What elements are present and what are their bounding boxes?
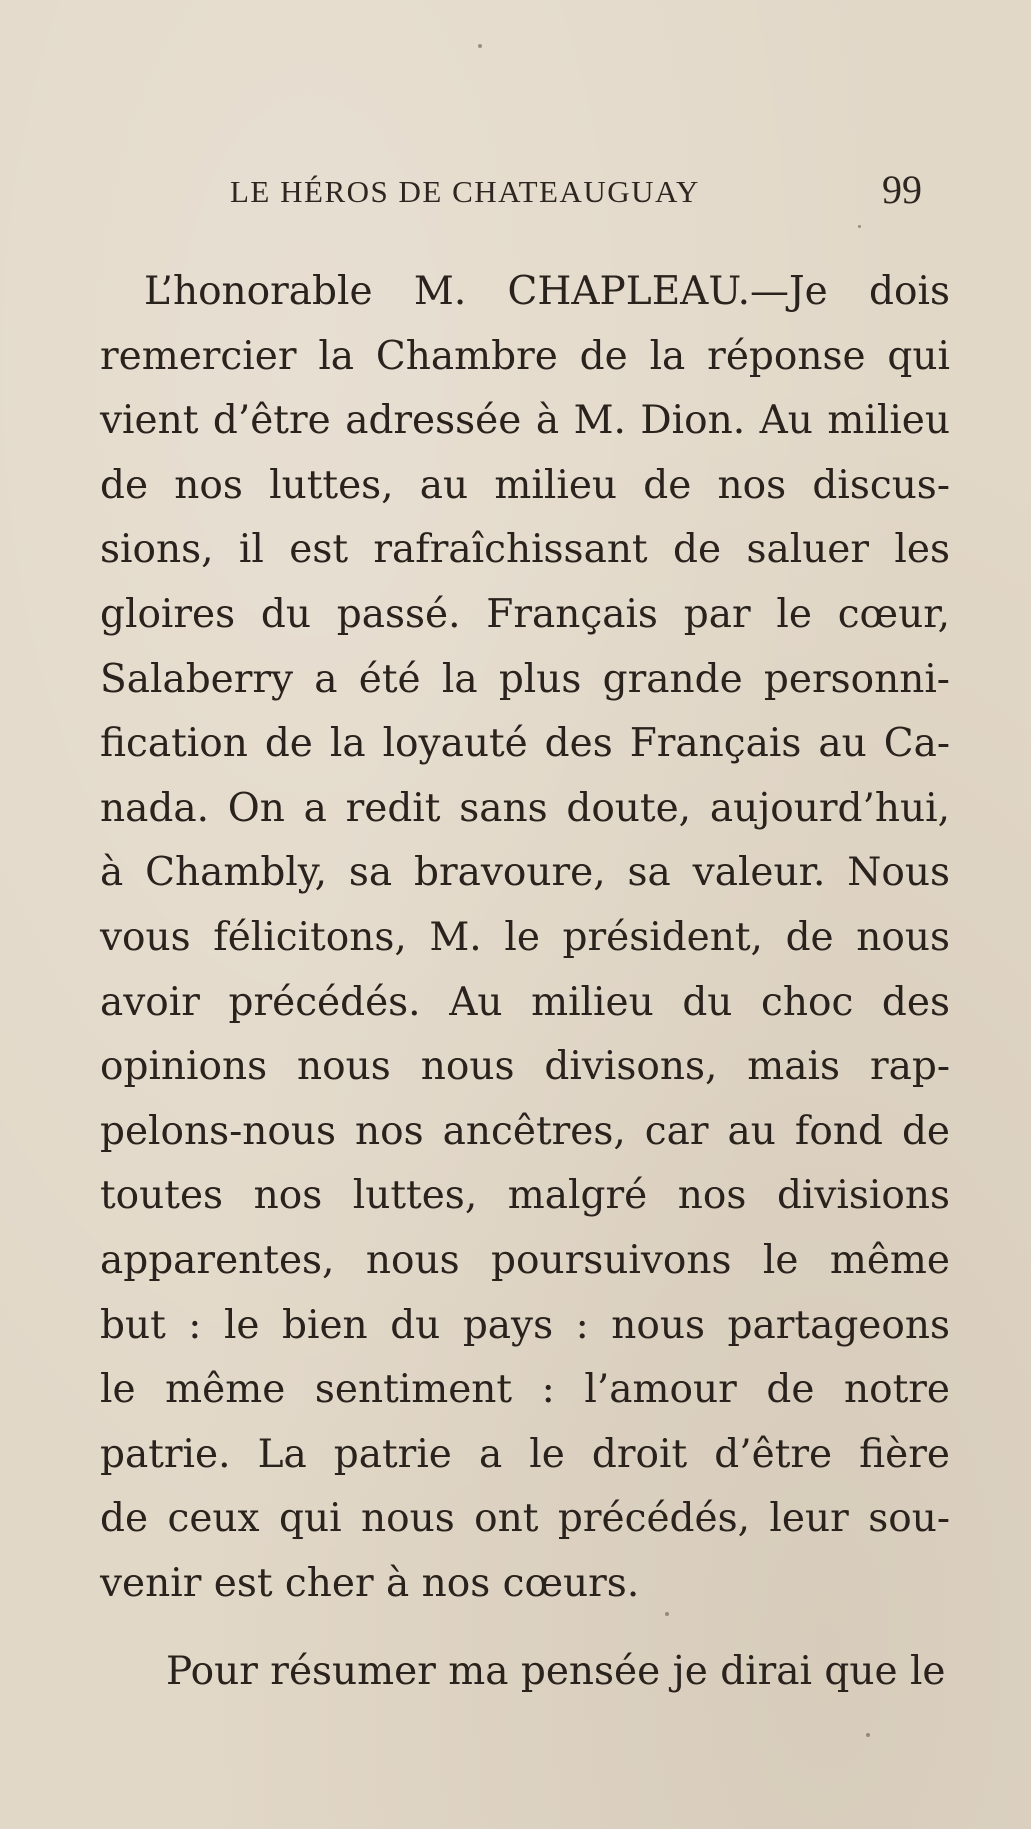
paper-speck: [858, 225, 861, 228]
text-line: toutes nos luttes, malgré nos divisions: [100, 1173, 950, 1219]
paragraph-chapleau-speech: [100, 260, 950, 1616]
text-line: de nos luttes, au milieu de nos discus-: [100, 462, 950, 508]
text-line: remercier la Chambre de la réponse qui: [100, 333, 950, 379]
running-head: [230, 166, 930, 216]
text-line: opinions nous nous divisons, mais rap-: [100, 1044, 950, 1090]
paper-speck: [866, 1733, 870, 1737]
text-line: vient d’être adressée à M. Dion. Au milieu: [100, 398, 950, 444]
text-line: but : le bien du pays : nous partageons: [100, 1302, 950, 1348]
text-line: gloires du passé. Français par le cœur,: [100, 591, 950, 637]
text-line: patrie. La patrie a le droit d’être fière: [100, 1431, 950, 1477]
text-line: de ceux qui nous ont précédés, leur sou-: [100, 1496, 950, 1542]
text-line: vous félicitons, M. le président, de nous: [100, 914, 950, 960]
page-number: 99: [882, 167, 922, 212]
text-line: pelons-nous nos ancêtres, car au fond de: [100, 1108, 950, 1154]
text-line: venir est cher à nos cœurs.: [100, 1560, 640, 1606]
text-line: à Chambly, sa bravoure, sa valeur. Nous: [100, 850, 950, 896]
paragraph-summary: [100, 1640, 950, 1705]
text-line: apparentes, nous poursuivons le même: [100, 1237, 950, 1283]
text-line: le même sentiment : l’amour de notre: [100, 1367, 950, 1413]
text-line: fication de la loyauté des Français au Ca-: [100, 721, 950, 767]
text-line: Salaberry a été la plus grande personni-: [100, 656, 950, 702]
text-line: L’honorable M. CHAPLEAU.—Je dois: [144, 269, 950, 314]
text-line: sions, il est rafraîchissant de saluer les: [100, 527, 950, 573]
running-title: LE HÉROS DE CHATEAUGUAY: [230, 174, 700, 209]
text-line: avoir précédés. Au milieu du choc des: [100, 979, 950, 1025]
text-line: nada. On a redit sans doute, aujourd’hui,: [100, 785, 950, 831]
paper-speck: [478, 44, 482, 48]
paper-speck: [665, 1612, 669, 1616]
text-line: Pour résumer ma pensée je dirai que le: [166, 1649, 946, 1694]
